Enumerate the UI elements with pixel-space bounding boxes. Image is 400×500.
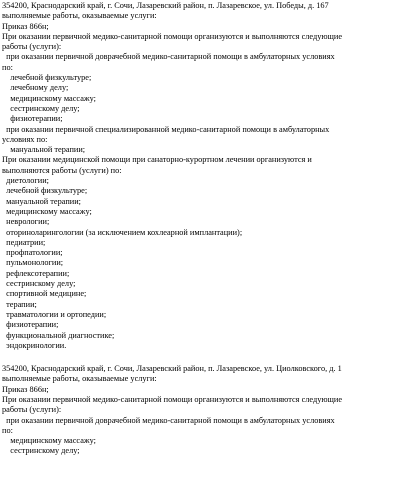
text-line: диетологии; (2, 176, 49, 186)
text-line: рефлексотерапии; (2, 268, 70, 278)
text-line: лечебной физкультуре; (2, 186, 88, 196)
text-line: При оказании первичной медико-санитарной помощи организуются и выполняются следующие (2, 394, 343, 404)
text-line: мануальной терапии; (2, 196, 81, 206)
text-line: При оказании медицинской помощи при санаторно-курортном лечении организуются и (2, 155, 312, 165)
text-line: эндокринологии. (2, 340, 67, 350)
text-line: работы (услуги): (2, 405, 62, 415)
text-line: оториноларингологии (за исключением кохлеарной имплантации); (2, 227, 243, 237)
text-line: медицинскому массажу; (2, 206, 92, 216)
text-line: Приказ 866н; (2, 384, 49, 394)
text-line: при оказании первичной доврачебной медико-санитарной помощи в амбулаторных условиях (2, 52, 335, 62)
section-gap (2, 351, 394, 364)
text-line: при оказании первичной доврачебной медико-санитарной помощи в амбулаторных условиях (2, 415, 335, 425)
text-line: 354200, Краснодарский край, г. Сочи, Лазаревский район, п. Лазаревское, ул. Победы, д. 167 (2, 1, 329, 10)
text-line: лечебному делу; (2, 83, 69, 93)
text-line: лечебной физкультуре; (2, 73, 92, 83)
text-line: Приказ 866н; (2, 21, 49, 31)
text-line: работы (услуги): (2, 42, 62, 52)
text-line: функциональной диагностике; (2, 330, 115, 340)
text-line: травматологии и ортопедии; (2, 309, 107, 319)
text-line: выполняемые работы, оказываемые услуги: (2, 11, 157, 21)
text-line: выполняются работы (услуги) по: (2, 165, 122, 175)
text-line: сестринскому делу; (2, 103, 80, 113)
text-line: условиях по: (2, 134, 48, 144)
text-line: мануальной терапии; (2, 145, 86, 155)
text-line: При оказании первичной медико-санитарной помощи организуются и выполняются следующие (2, 31, 343, 41)
text-line: сестринскому делу; (2, 279, 76, 289)
text-line: по: (2, 62, 13, 72)
text-line: физиотерапии; (2, 114, 63, 124)
text-line: профпатологии; (2, 248, 63, 258)
text-line: выполняемые работы, оказываемые услуги: (2, 374, 157, 384)
text-line: медицинскому массажу; (2, 436, 96, 446)
text-line: при оказании первичной специализированной медико-санитарной помощи в амбулаторных (2, 124, 330, 134)
text-line: физиотерапии; (2, 320, 59, 330)
text-line: пульмонологии; (2, 258, 64, 268)
text-line: медицинскому массажу; (2, 93, 96, 103)
text-line: по: (2, 425, 13, 435)
text-line: неврологии; (2, 217, 50, 227)
text-line: педиатрии; (2, 237, 46, 247)
text-line: терапии; (2, 299, 37, 309)
text-line: сестринскому делу; (2, 446, 80, 456)
text-line: спортивной медицине; (2, 289, 87, 299)
text-line: 354200, Краснодарский край, г. Сочи, Лазаревский район, п. Лазаревское, ул. Циолковского, д. 1 (2, 364, 342, 374)
